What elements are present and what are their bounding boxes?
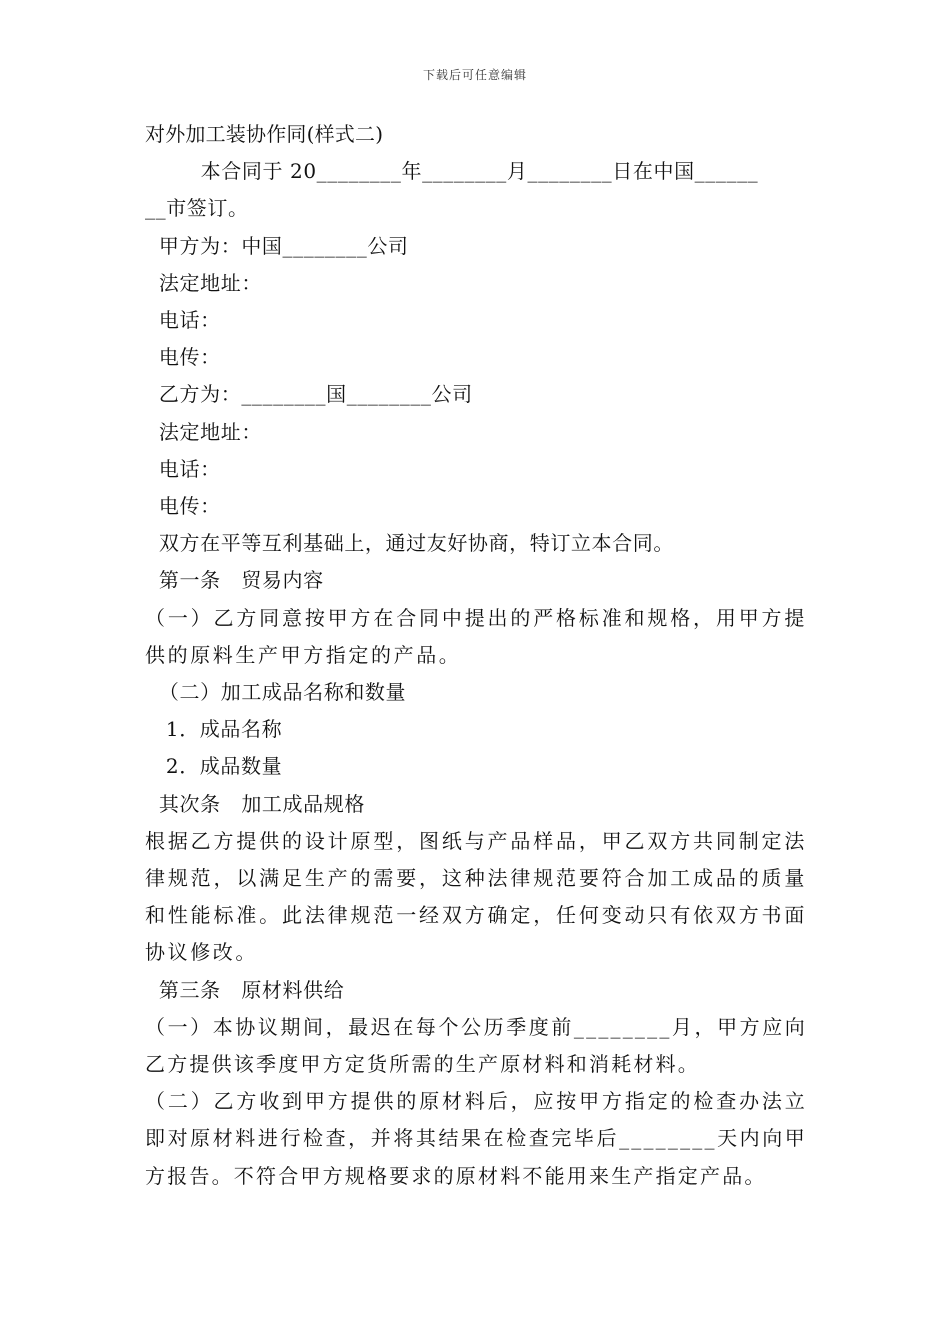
party-b-name: 乙方为：________国________公司 <box>145 382 473 407</box>
contract-title: 对外加工装协作同(样式二) <box>145 122 384 146</box>
header-note: 下载后可任意编辑 <box>422 68 527 82</box>
signing-line-1: 本合同于 20________年________月________日在中国______ <box>145 159 759 184</box>
article-2-heading: 其次条 加工成品规格 <box>145 791 365 816</box>
party-a-address: 法定地址： <box>145 270 262 295</box>
article-3-clause-1: （一）本协议期间，最迟在每个公历季度前________月，甲方应向乙方提供该季度甲方定货所需的生产原材料和消耗材料。 <box>145 1014 807 1077</box>
article-3-heading: 第三条 原材料供给 <box>145 977 345 1002</box>
product-quantity-item: 2．成品数量 <box>145 754 283 779</box>
party-b-address: 法定地址： <box>145 419 262 444</box>
party-a-fax: 电传： <box>145 345 221 370</box>
party-b-fax: 电传： <box>145 494 221 519</box>
contract-body <box>145 116 807 1195</box>
article-1-heading: 第一条 贸易内容 <box>145 568 324 593</box>
party-a-name: 甲方为：中国________公司 <box>145 233 409 258</box>
article-1-clause-2: （二）加工成品名称和数量 <box>145 680 407 705</box>
article-3-clause-2: （二）乙方收到甲方提供的原材料后，应按甲方指定的检查办法立即对原材料进行检查，并将其结果在检查完毕后________天内向甲方报告。不符合甲方规格要求的原材料不能用来生产指定产品。 <box>145 1089 807 1188</box>
article-1-clause-1: （一）乙方同意按甲方在合同中提出的严格标准和规格，用甲方提供的原料生产甲方指定的产品。 <box>145 605 807 667</box>
signing-line-2: __市签订。 <box>145 196 249 221</box>
party-a-phone: 电话： <box>145 308 221 333</box>
article-2-paragraph: 根据乙方提供的设计原型，图纸与产品样品，甲乙双方共同制定法律规范，以满足生产的需要，这种法律规范要符合加工成品的质量和性能标准。此法律规范一经双方确定，任何变动只有依双方书面协议修改。 <box>145 828 807 965</box>
product-name-item: 1．成品名称 <box>145 717 283 742</box>
party-b-phone: 电话： <box>145 456 221 481</box>
preamble: 双方在平等互利基础上，通过友好协商，特订立本合同。 <box>145 531 674 556</box>
